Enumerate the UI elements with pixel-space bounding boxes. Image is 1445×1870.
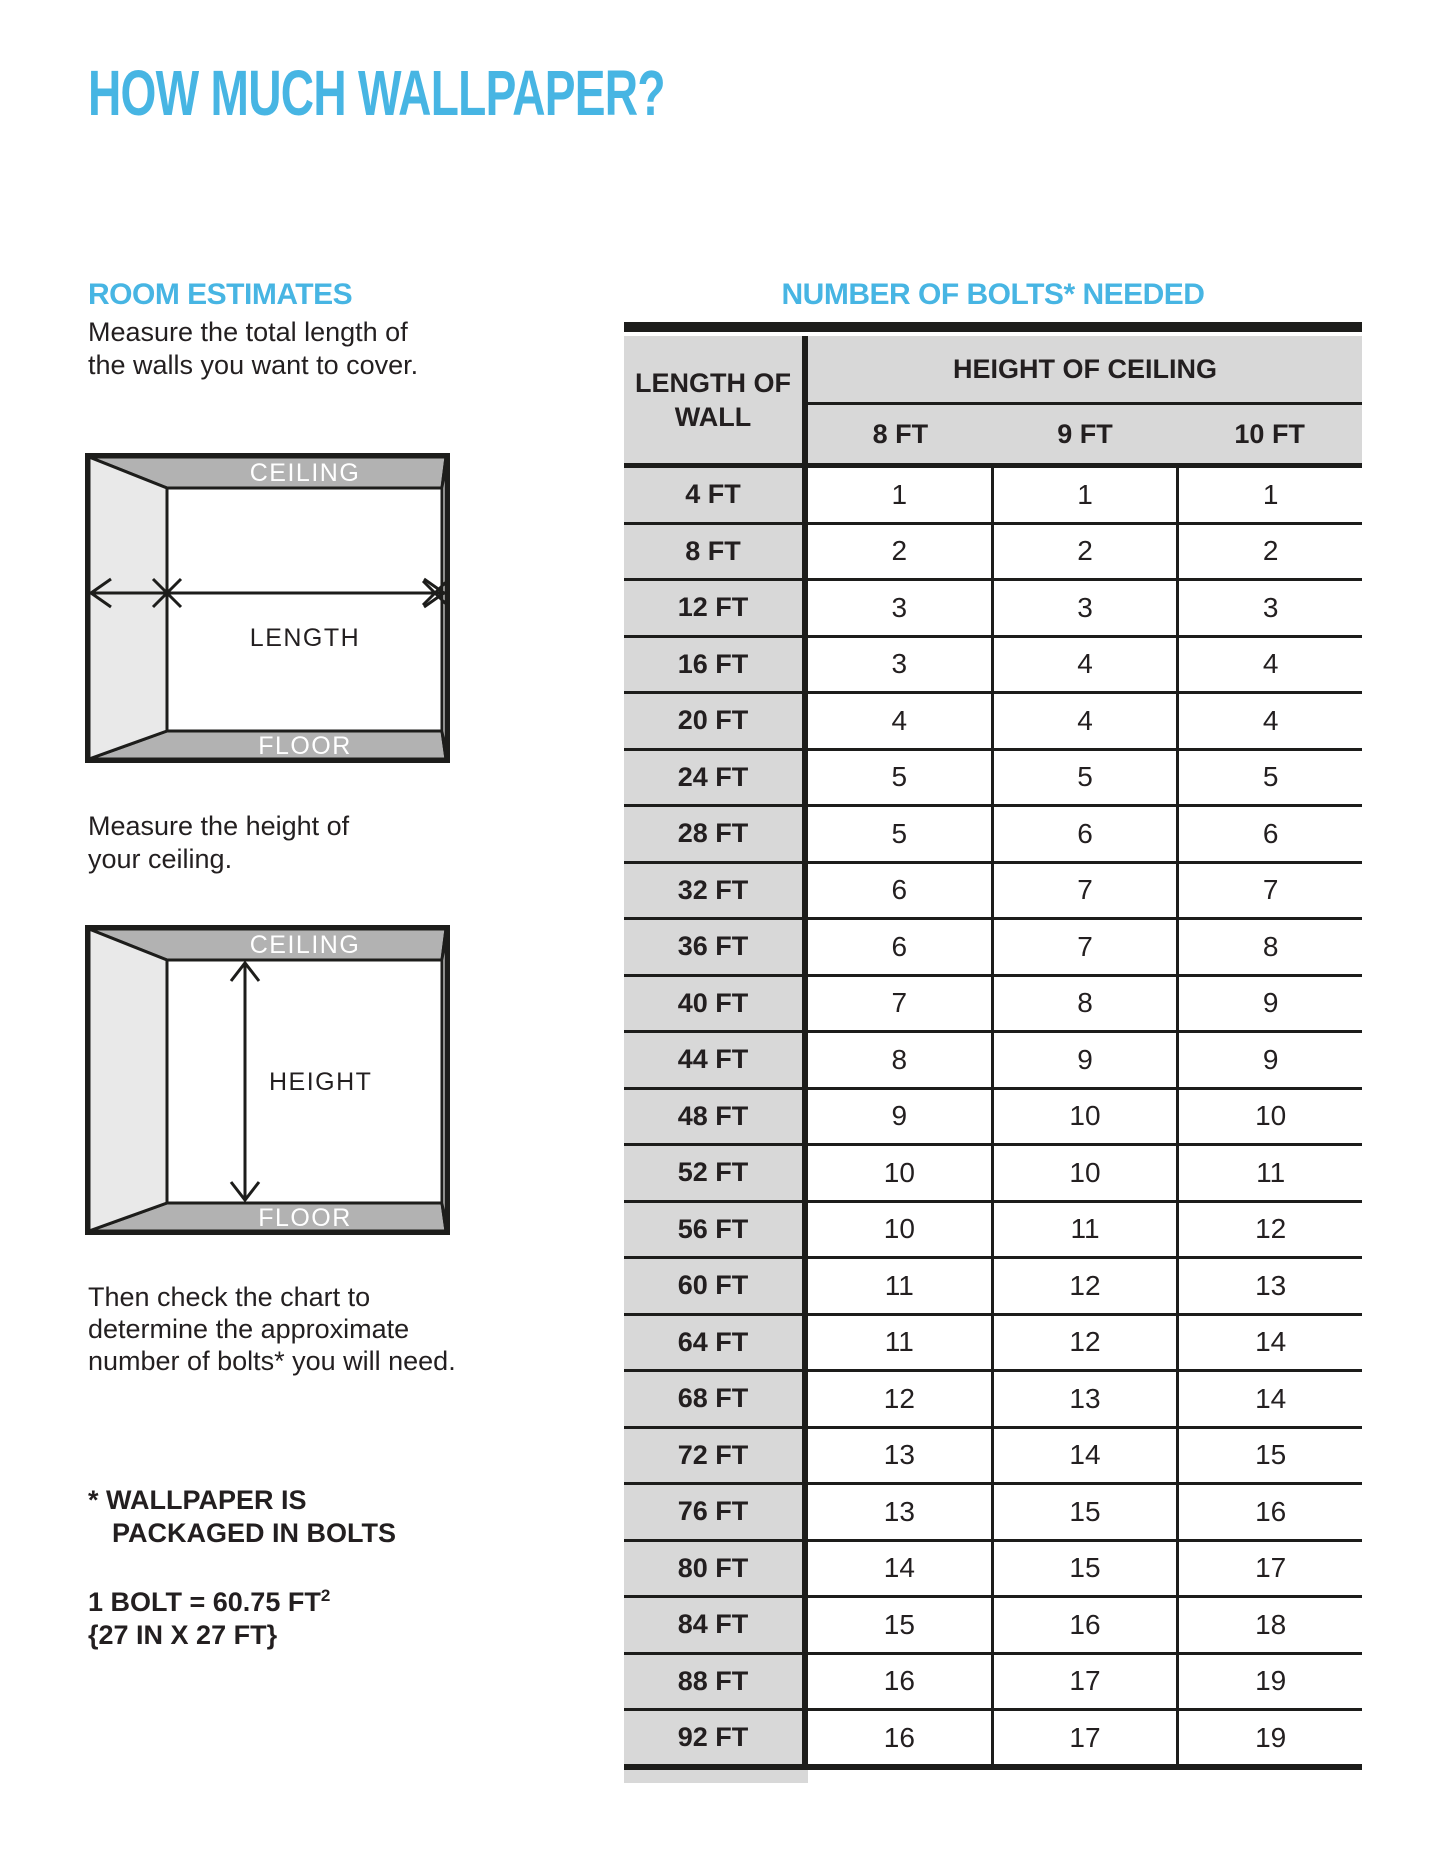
floor-label: FLOOR — [258, 732, 352, 760]
check-chart-line1: Then check the chart to — [88, 1282, 371, 1312]
bolt-count-cell: 10 — [991, 1090, 1177, 1144]
bolt-count-cell: 16 — [883, 1721, 915, 1753]
bolt-count-cell: 15 — [883, 1608, 915, 1640]
table-row — [624, 1485, 1362, 1542]
bolt-count-cell: 10 — [1176, 1090, 1362, 1144]
height-label: HEIGHT — [269, 1068, 373, 1096]
bolt-size-superscript: 2 — [320, 1586, 331, 1605]
column-header-group — [808, 336, 1362, 463]
ceiling-label: CEILING — [249, 459, 361, 487]
bolt-count-cell: 14 — [1176, 1372, 1362, 1426]
ceiling-label: CEILING — [249, 931, 361, 959]
table-row — [624, 1711, 1362, 1770]
bolt-count-cell: 3 — [891, 648, 908, 680]
left-wall-surface — [89, 929, 167, 1231]
table-row — [624, 1372, 1362, 1429]
measure-length-text — [88, 316, 418, 382]
height-of-ceiling-header: HEIGHT OF CEILING — [808, 336, 1362, 405]
table-row — [624, 1429, 1362, 1486]
bolt-count-cell: 11 — [1176, 1146, 1362, 1200]
room-length-illustration — [85, 453, 450, 763]
bolt-count-cell: 3 — [1176, 581, 1362, 635]
bolt-count-cell: 16 — [1176, 1485, 1362, 1539]
table-row — [624, 977, 1362, 1034]
ceiling-height-illustration — [85, 925, 450, 1235]
bolt-count-cell: 7 — [1176, 864, 1362, 918]
bolt-count-cell: 6 — [891, 874, 908, 906]
table-row — [624, 1259, 1362, 1316]
ceiling-height-diagram — [85, 925, 450, 1235]
bolt-count-cell: 12 — [883, 1382, 915, 1414]
wallpaper-bolts-note — [88, 1484, 396, 1550]
wall-length-cell: 92 FT — [624, 1711, 808, 1764]
table-row — [624, 1203, 1362, 1260]
bolt-count-cell: 2 — [991, 525, 1177, 579]
measure-height-line2: your ceiling. — [88, 844, 233, 874]
bolt-count-cell: 8 — [1176, 920, 1362, 974]
bolt-count-cell: 3 — [991, 581, 1177, 635]
back-wall-surface — [167, 488, 442, 731]
bolt-count-cell: 14 — [883, 1552, 915, 1584]
wall-length-cell: 40 FT — [624, 977, 808, 1031]
bolt-count-cell: 4 — [991, 694, 1177, 748]
bolt-count-cell: 14 — [991, 1429, 1177, 1483]
table-row — [624, 807, 1362, 864]
measure-height-text — [88, 810, 349, 876]
bolt-count-cell: 7 — [891, 987, 908, 1019]
room-length-diagram — [85, 453, 450, 763]
bolt-count-cell: 1 — [1176, 468, 1362, 522]
ceiling-height-subheaders — [808, 405, 1362, 463]
bolt-count-cell: 5 — [991, 751, 1177, 805]
bolt-count-cell: 10 — [883, 1213, 915, 1245]
measure-length-line2: the walls you want to cover. — [88, 350, 419, 380]
bolt-count-cell: 6 — [991, 807, 1177, 861]
bolt-count-cell: 15 — [991, 1485, 1177, 1539]
measure-height-line1: Measure the height of — [88, 811, 350, 841]
bolt-count-cell: 13 — [1176, 1259, 1362, 1313]
bolt-count-cell: 3 — [891, 591, 908, 623]
wall-length-cell: 52 FT — [624, 1146, 808, 1200]
bolt-count-cell: 1 — [991, 468, 1177, 522]
bolt-count-cell: 12 — [1176, 1203, 1362, 1257]
bolt-count-cell: 9 — [1176, 977, 1362, 1031]
floor-label: FLOOR — [258, 1204, 352, 1232]
wall-length-cell: 28 FT — [624, 807, 808, 861]
bolt-count-cell: 14 — [1176, 1316, 1362, 1370]
bolt-count-cell: 17 — [991, 1655, 1177, 1709]
wall-length-cell: 60 FT — [624, 1259, 808, 1313]
bolt-size-line1 — [88, 1586, 330, 1619]
bolt-count-cell: 12 — [991, 1259, 1177, 1313]
bolt-count-cell: 13 — [883, 1439, 915, 1471]
table-top-bar — [624, 322, 1362, 332]
bolt-count-cell: 5 — [1176, 751, 1362, 805]
wall-length-cell: 24 FT — [624, 751, 808, 805]
table-row — [624, 638, 1362, 695]
bolt-count-cell: 18 — [1176, 1598, 1362, 1652]
check-chart-text — [88, 1281, 456, 1377]
room-estimates-heading: ROOM ESTIMATES — [88, 278, 353, 311]
wall-length-cell: 4 FT — [624, 468, 808, 522]
table-row — [624, 1090, 1362, 1147]
table-row — [624, 1542, 1362, 1599]
bolt-count-cell: 7 — [991, 920, 1177, 974]
bolt-count-cell: 15 — [991, 1542, 1177, 1596]
bolt-count-cell: 11 — [991, 1203, 1177, 1257]
wall-length-cell: 84 FT — [624, 1598, 808, 1652]
wall-length-cell: 68 FT — [624, 1372, 808, 1426]
bolt-count-cell: 9 — [991, 1033, 1177, 1087]
check-chart-line2: determine the approximate — [88, 1314, 410, 1344]
column-header-8ft: 8 FT — [872, 418, 929, 449]
bolt-count-cell: 15 — [1176, 1429, 1362, 1483]
bolt-count-cell: 9 — [1176, 1033, 1362, 1087]
bolt-count-cell: 8 — [891, 1043, 908, 1075]
bolt-count-cell: 4 — [991, 638, 1177, 692]
table-row — [624, 581, 1362, 638]
page-title: HOW MUCH WALLPAPER? — [88, 57, 665, 129]
note-line2: PACKAGED IN BOLTS — [112, 1518, 397, 1548]
table-row — [624, 1655, 1362, 1712]
wall-length-cell: 16 FT — [624, 638, 808, 692]
bolt-count-cell: 11 — [884, 1269, 914, 1301]
bolt-count-cell: 12 — [991, 1316, 1177, 1370]
table-row — [624, 1146, 1362, 1203]
wall-length-cell: 80 FT — [624, 1542, 808, 1596]
bolt-count-cell: 10 — [883, 1156, 915, 1188]
bolt-count-cell: 4 — [1176, 694, 1362, 748]
bolt-count-cell: 17 — [991, 1711, 1177, 1764]
column-header-10ft: 10 FT — [1234, 418, 1305, 449]
wall-length-cell: 32 FT — [624, 864, 808, 918]
wall-length-cell: 8 FT — [624, 525, 808, 579]
bolt-count-cell: 4 — [1176, 638, 1362, 692]
bolt-count-cell: 16 — [991, 1598, 1177, 1652]
table-row — [624, 694, 1362, 751]
wall-length-cell: 12 FT — [624, 581, 808, 635]
bolts-needed-heading: NUMBER OF BOLTS* NEEDED — [781, 278, 1205, 311]
bolt-count-cell: 6 — [891, 930, 908, 962]
wall-length-cell: 20 FT — [624, 694, 808, 748]
left-wall-surface — [89, 457, 167, 759]
wall-length-cell: 56 FT — [624, 1203, 808, 1257]
bolt-count-cell: 16 — [883, 1665, 915, 1697]
bolt-size-info — [88, 1586, 330, 1652]
bolt-count-cell: 5 — [891, 761, 908, 793]
table-footer-tab — [624, 1770, 808, 1783]
bolt-count-cell: 9 — [891, 1100, 908, 1132]
check-chart-line3: number of bolts* you will need. — [88, 1346, 456, 1376]
row-header-cell: LENGTH OF WALL — [624, 336, 808, 463]
table-row — [624, 1033, 1362, 1090]
bolt-table-body — [624, 468, 1362, 1770]
table-row — [624, 864, 1362, 921]
bolt-table — [624, 322, 1362, 1783]
bolt-count-cell: 2 — [1176, 525, 1362, 579]
wall-length-cell: 76 FT — [624, 1485, 808, 1539]
measure-length-line1: Measure the total length of — [88, 317, 408, 347]
bolt-size-line2: {27 IN X 27 FT} — [88, 1620, 278, 1650]
bolt-count-cell: 6 — [1176, 807, 1362, 861]
table-row — [624, 1316, 1362, 1373]
table-row — [624, 1598, 1362, 1655]
bolt-count-cell: 17 — [1176, 1542, 1362, 1596]
length-label: LENGTH — [249, 624, 361, 652]
bolt-count-cell: 10 — [991, 1146, 1177, 1200]
wall-length-cell: 48 FT — [624, 1090, 808, 1144]
bolt-count-cell: 8 — [991, 977, 1177, 1031]
wall-length-cell: 72 FT — [624, 1429, 808, 1483]
note-line1: * WALLPAPER IS — [88, 1485, 307, 1515]
bolt-count-cell: 2 — [891, 535, 908, 567]
table-row — [624, 468, 1362, 525]
bolt-count-cell: 5 — [891, 817, 908, 849]
wall-length-cell: 44 FT — [624, 1033, 808, 1087]
bolt-count-cell: 13 — [991, 1372, 1177, 1426]
table-row — [624, 751, 1362, 808]
bolt-count-cell: 7 — [991, 864, 1177, 918]
wall-length-cell: 36 FT — [624, 920, 808, 974]
column-header-9ft: 9 FT — [1057, 418, 1113, 449]
bolt-size-text: 1 BOLT = 60.75 FT — [88, 1587, 321, 1617]
bolt-count-cell: 11 — [884, 1326, 914, 1358]
table-row — [624, 525, 1362, 582]
bolt-count-cell: 13 — [883, 1495, 915, 1527]
table-row — [624, 920, 1362, 977]
bolt-count-cell: 19 — [1176, 1711, 1362, 1764]
bolt-count-cell: 1 — [891, 478, 908, 510]
bolt-count-cell: 4 — [891, 704, 908, 736]
table-header — [624, 336, 1362, 468]
wall-length-cell: 88 FT — [624, 1655, 808, 1709]
wall-length-cell: 64 FT — [624, 1316, 808, 1370]
bolt-count-cell: 19 — [1176, 1655, 1362, 1709]
